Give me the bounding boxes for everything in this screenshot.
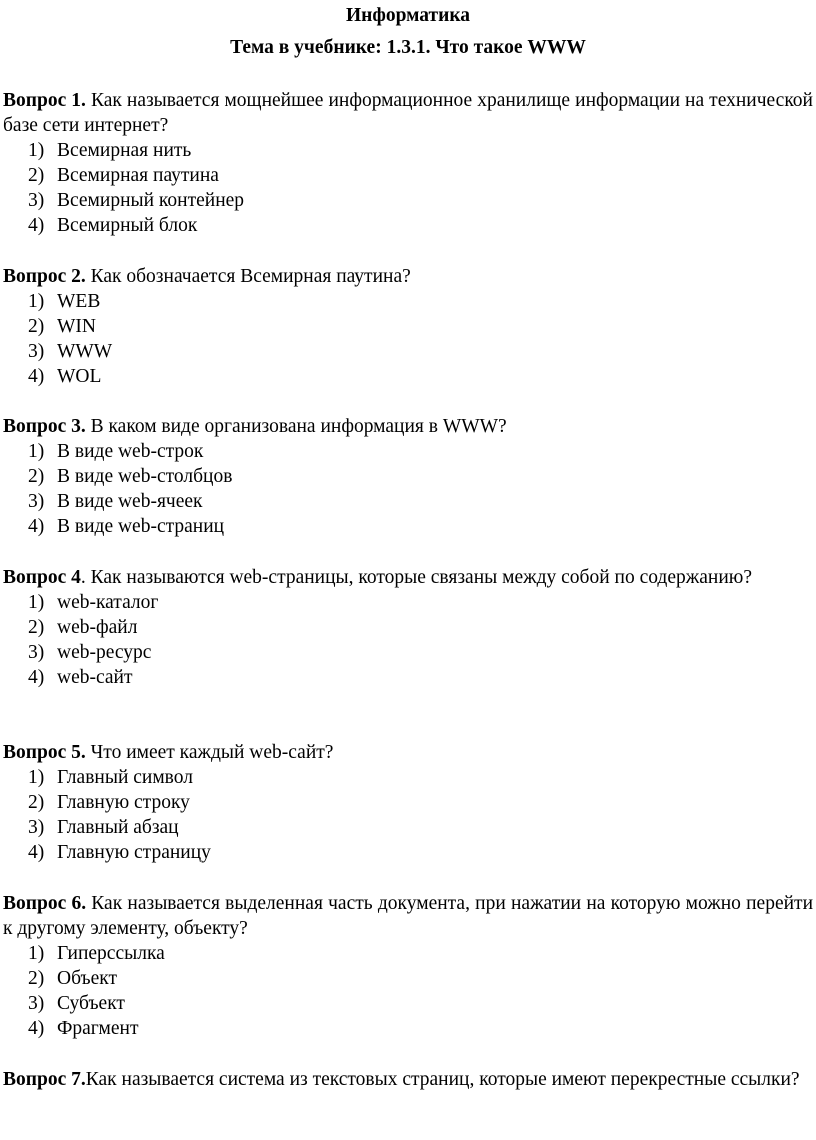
question-label: Вопрос 7. — [3, 1069, 86, 1090]
option-number: 2) — [28, 316, 45, 337]
option-text: web-ресурс — [57, 642, 152, 663]
answer-option — [3, 1016, 813, 1041]
option-number: 3) — [28, 190, 45, 211]
option-number: 1) — [28, 767, 45, 788]
answer-option — [3, 489, 813, 514]
option-number: 3) — [28, 341, 45, 362]
question-4 — [3, 565, 813, 690]
answer-option — [3, 815, 813, 840]
option-text: Гиперссылка — [57, 943, 165, 964]
answer-option — [3, 464, 813, 489]
option-number: 3) — [28, 491, 45, 512]
answer-option — [3, 339, 813, 364]
answer-options — [3, 590, 813, 690]
option-text: Субъект — [57, 993, 125, 1014]
question-1 — [3, 88, 813, 238]
answer-option — [3, 615, 813, 640]
option-number: 2) — [28, 968, 45, 989]
option-number: 2) — [28, 792, 45, 813]
answer-option — [3, 138, 813, 163]
answer-option — [3, 966, 813, 991]
question-5 — [3, 740, 813, 865]
option-text: Фрагмент — [57, 1018, 139, 1039]
option-text: Главный символ — [57, 767, 193, 788]
answer-options — [3, 138, 813, 238]
answer-option — [3, 840, 813, 865]
answer-option — [3, 765, 813, 790]
question-text — [3, 565, 813, 590]
answer-options — [3, 289, 813, 389]
question-text — [3, 891, 813, 941]
option-text: web-каталог — [57, 592, 159, 613]
option-text: Всемирный контейнер — [57, 190, 245, 211]
option-number: 1) — [28, 140, 45, 161]
question-label: Вопрос 2. — [3, 266, 86, 287]
answer-option — [3, 163, 813, 188]
option-text: В виде web-ячеек — [57, 491, 203, 512]
question-label: Вопрос 3. — [3, 416, 86, 437]
option-text: Всемирная паутина — [57, 165, 219, 186]
option-number: 3) — [28, 993, 45, 1014]
question-body: Как называется выделенная часть документа, при нажатии на которую можно перейти к другому элементу, объекту? — [3, 893, 813, 939]
option-text: Объект — [57, 968, 117, 989]
answer-option — [3, 941, 813, 966]
document-topic: Тема в учебнике: 1.3.1. Что такое WWW — [230, 37, 586, 58]
option-number: 1) — [28, 291, 45, 312]
answer-option — [3, 213, 813, 238]
answer-option — [3, 640, 813, 665]
option-number: 4) — [28, 366, 45, 387]
option-number: 4) — [28, 215, 45, 236]
option-text: web-файл — [57, 617, 138, 638]
question-2 — [3, 264, 813, 389]
answer-options — [3, 941, 813, 1041]
answer-option — [3, 991, 813, 1016]
answer-option — [3, 188, 813, 213]
option-text: Главную строку — [57, 792, 190, 813]
question-label: Вопрос 5. — [3, 742, 86, 763]
option-text: В виде web-столбцов — [57, 466, 233, 487]
answer-option — [3, 314, 813, 339]
option-number: 4) — [28, 842, 45, 863]
option-number: 3) — [28, 642, 45, 663]
question-body: Как обозначается Всемирная паутина? — [85, 266, 411, 287]
question-label: Вопрос 6. — [3, 893, 87, 914]
question-text — [3, 414, 813, 439]
answer-option — [3, 364, 813, 389]
option-number: 4) — [28, 667, 45, 688]
document-title: Информатика — [345, 5, 471, 26]
question-text — [3, 88, 813, 138]
answer-option — [3, 289, 813, 314]
option-text: WWW — [57, 341, 113, 362]
option-text: Всемирная нить — [57, 140, 192, 161]
answer-option — [3, 439, 813, 464]
option-number: 4) — [28, 1018, 45, 1039]
question-3 — [3, 414, 813, 539]
question-label: Вопрос 4 — [3, 567, 81, 588]
question-body: Как называется система из текстовых страниц, которые имеют перекрестные ссылки? — [85, 1069, 800, 1090]
question-label: Вопрос 1. — [3, 90, 86, 111]
option-text: WIN — [57, 316, 96, 337]
option-number: 3) — [28, 817, 45, 838]
option-text: В виде web-страниц — [57, 516, 225, 537]
answer-option — [3, 665, 813, 690]
option-text: Всемирный блок — [57, 215, 198, 236]
question-7 — [3, 1067, 813, 1092]
option-text: WEB — [57, 291, 101, 312]
option-text: WOL — [57, 366, 102, 387]
question-text — [3, 1067, 813, 1092]
answer-option — [3, 790, 813, 815]
option-text: web-сайт — [57, 667, 133, 688]
question-body: В каком виде организована информация в WWW? — [85, 416, 507, 437]
option-text: Главный абзац — [57, 817, 179, 838]
option-number: 1) — [28, 592, 45, 613]
option-number: 4) — [28, 516, 45, 537]
question-text — [3, 264, 813, 289]
answer-options — [3, 765, 813, 865]
option-text: Главную страницу — [57, 842, 211, 863]
option-number: 1) — [28, 441, 45, 462]
option-number: 2) — [28, 617, 45, 638]
option-number: 1) — [28, 943, 45, 964]
answer-option — [3, 590, 813, 615]
option-number: 2) — [28, 466, 45, 487]
answer-options — [3, 439, 813, 539]
answer-option — [3, 514, 813, 539]
option-number: 2) — [28, 165, 45, 186]
option-text: В виде web-строк — [57, 441, 204, 462]
question-text — [3, 740, 813, 765]
question-6 — [3, 891, 813, 1041]
question-body: Что имеет каждый web-сайт? — [85, 742, 334, 763]
question-body: Как называется мощнейшее информационное хранилище информации на технической базе сети интернет? — [3, 90, 813, 136]
question-body: . Как называются web-страницы, которые связаны между собой по содержанию? — [80, 567, 752, 588]
